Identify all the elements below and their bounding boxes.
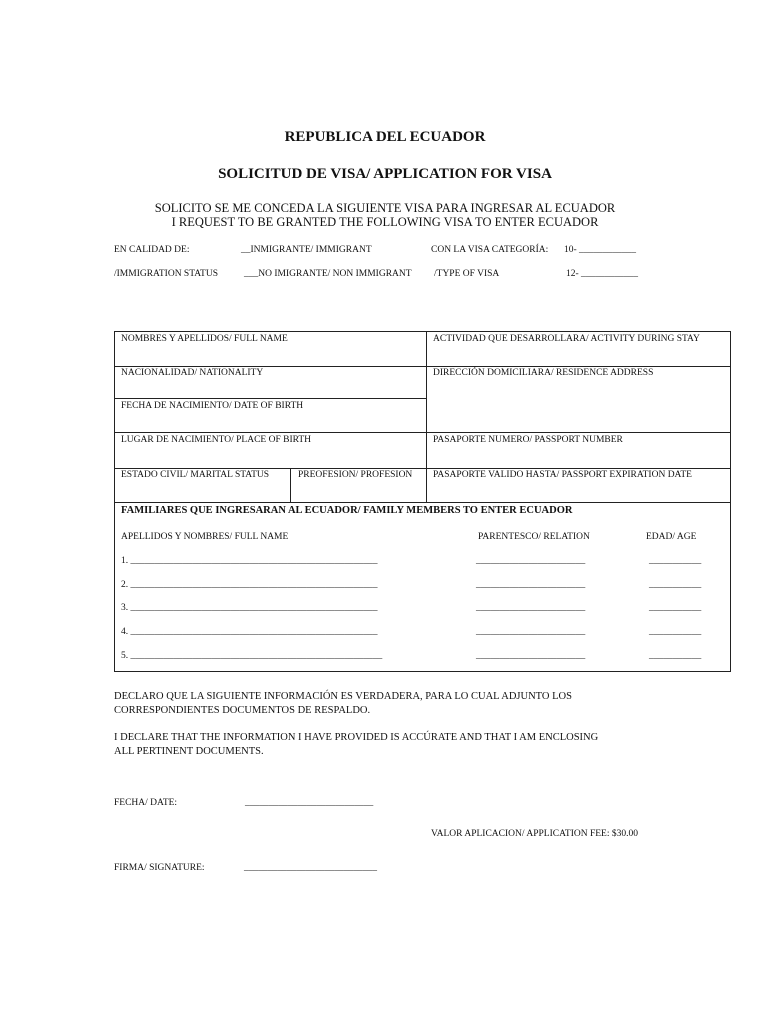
family-row-relation[interactable]: _______________________	[476, 627, 586, 637]
family-row-relation[interactable]: _______________________	[476, 580, 586, 590]
declaration-es-line2: CORRESPONDIENTES DOCUMENTOS DE RESPALDO.	[114, 705, 371, 716]
profession-field[interactable]: PREOFESION/ PROFESION	[298, 470, 413, 480]
visa-category-label-en: /TYPE OF VISA	[434, 269, 500, 279]
nationality-field[interactable]: NACIONALIDAD/ NATIONALITY	[121, 368, 264, 378]
immigrant-option[interactable]: __INMIGRANTE/ IMMIGRANT	[241, 245, 372, 255]
family-row-relation[interactable]: _______________________	[476, 603, 586, 613]
family-row-name[interactable]: 5. _____________________________________________________	[121, 651, 383, 661]
family-row-name[interactable]: 2. ____________________________________________________	[121, 580, 378, 590]
request-text-es: SOLICITO SE ME CONCEDA LA SIGUIENTE VISA PARA INGRESAR AL ECUADOR	[154, 201, 616, 215]
activity-field[interactable]: ACTIVIDAD QUE DESARROLLARA/ ACTIVITY DURING STAY	[433, 334, 700, 344]
family-col-relation: PARENTESCO/ RELATION	[478, 532, 590, 542]
family-row-age[interactable]: ___________	[649, 580, 702, 590]
family-row-name[interactable]: 3. ____________________________________________________	[121, 603, 378, 613]
country-title: REPUBLICA DEL ECUADOR	[284, 129, 486, 145]
declaration-es-line1: DECLARO QUE LA SIGUIENTE INFORMACIÓN ES VERDADERA, PARA LO CUAL ADJUNTO LOS	[114, 691, 572, 702]
family-row-relation[interactable]: _______________________	[476, 556, 586, 566]
family-col-name: APELLIDOS Y NOMBRES/ FULL NAME	[121, 532, 289, 542]
family-heading: FAMILIARES QUE INGRESARAN AL ECUADOR/ FAMILY MEMBERS TO ENTER ECUADOR	[121, 505, 573, 516]
family-col-age: EDAD/ AGE	[646, 532, 697, 542]
address-field[interactable]: DIRECCIÓN DOMICILIARA/ RESIDENCE ADDRESS	[433, 368, 654, 378]
full-name-field[interactable]: NOMBRES Y APELLIDOS/ FULL NAME	[121, 334, 288, 344]
visa-category-label-es: CON LA VISA CATEGORÍA:	[431, 245, 549, 255]
form-title: SOLICITUD DE VISA/ APPLICATION FOR VISA	[218, 166, 552, 182]
family-row-age[interactable]: ___________	[649, 651, 702, 661]
non-immigrant-option[interactable]: ___NO IMIGRANTE/ NON IMMIGRANT	[244, 269, 412, 279]
family-row-name[interactable]: 1. ____________________________________________________	[121, 556, 378, 566]
family-row-relation[interactable]: _______________________	[476, 651, 586, 661]
status-label-es: EN CALIDAD DE:	[114, 245, 190, 255]
family-row-name[interactable]: 4. ____________________________________________________	[121, 627, 378, 637]
declaration-en-line1: I DECLARE THAT THE INFORMATION I HAVE PROVIDED IS ACCÚRATE AND THAT I AM ENCLOSING	[114, 732, 599, 743]
visa-category-12[interactable]: 12- ____________	[566, 269, 639, 279]
date-label: FECHA/ DATE:	[114, 798, 178, 808]
marital-divider	[290, 468, 291, 503]
visa-category-10[interactable]: 10- ____________	[564, 245, 637, 255]
declaration-en-line2: ALL PERTINENT DOCUMENTS.	[114, 746, 264, 757]
date-field[interactable]: ___________________________	[245, 798, 374, 808]
birth-place-field[interactable]: LUGAR DE NACIMIENTO/ PLACE OF BIRTH	[121, 435, 312, 445]
request-text-en: I REQUEST TO BE GRANTED THE FOLLOWING VISA TO ENTER ECUADOR	[171, 215, 599, 229]
family-row-age[interactable]: ___________	[649, 627, 702, 637]
passport-number-field[interactable]: PASAPORTE NUMERO/ PASSPORT NUMBER	[433, 435, 623, 445]
applicant-table	[114, 331, 731, 672]
status-label-en: /IMMIGRATION STATUS	[114, 269, 219, 279]
family-row-age[interactable]: ___________	[649, 603, 702, 613]
signature-label: FIRMA/ SIGNATURE:	[114, 863, 205, 873]
signature-field[interactable]: ____________________________	[244, 863, 377, 873]
birth-date-field[interactable]: FECHA DE NACIMIENTO/ DATE OF BIRTH	[121, 401, 304, 411]
column-divider	[426, 332, 427, 502]
passport-expiration-field[interactable]: PASAPORTE VALIDO HASTA/ PASSPORT EXPIRATION DATE	[433, 470, 692, 480]
family-row-age[interactable]: ___________	[649, 556, 702, 566]
application-fee: VALOR APLICACION/ APPLICATION FEE: $30.00	[431, 829, 638, 839]
marital-status-field[interactable]: ESTADO CIVIL/ MARITAL STATUS	[121, 470, 270, 480]
